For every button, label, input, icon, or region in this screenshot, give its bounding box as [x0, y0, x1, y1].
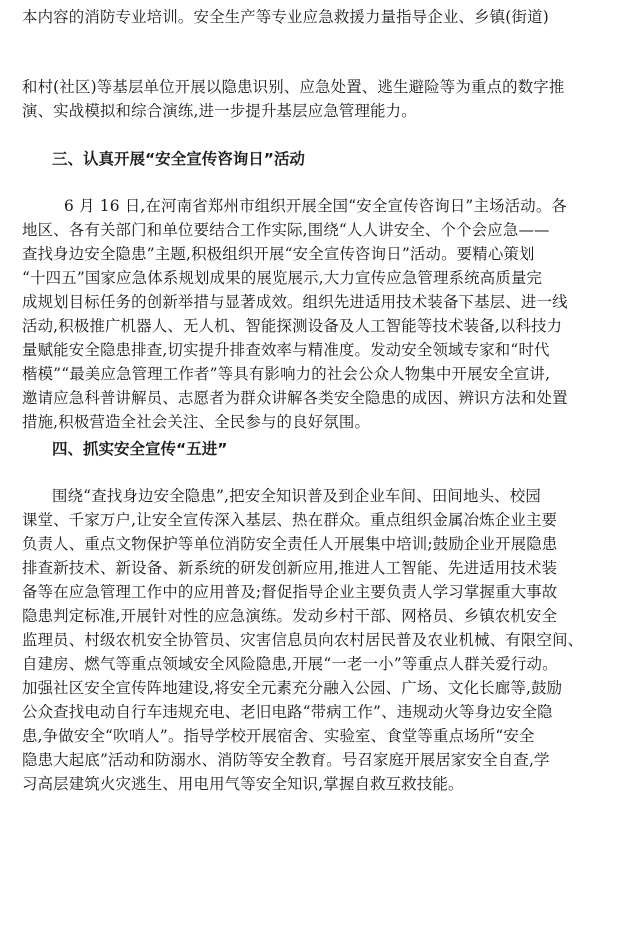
text-line: 邀请应急科普讲解员、志愿者为群众讲解各类安全隐患的成因、辨识方法和处置 — [22, 389, 568, 407]
text-line: 活动,积极推广机器人、无人机、智能探测设备及人工智能等技术装备,以科技力 — [22, 317, 563, 335]
text-line: 成规划目标任务的创新举措与显著成效。组织先进适用技术装备下基层、进一线 — [22, 293, 568, 311]
text-line: 自建房、燃气等重点领域安全风险隐患,开展“一老一小”等重点人群关爱行动。 — [22, 655, 558, 673]
paragraph-first-line: 围绕“查找身边安全隐患”,把安全知识普及到企业车间、田间地头、校园 — [52, 487, 541, 505]
text-line: 备等在应急管理工作中的应用普及;督促指导企业主要负责人学习掌握重大事故 — [22, 583, 558, 601]
text-line: 公众查找电动自行车违规充电、老旧电路“带病工作”、违规动火等身边安全隐 — [22, 703, 553, 721]
section-heading-4: 四、抓实安全宣传“五进” — [52, 440, 228, 458]
text-line: 患,争做安全“吹哨人”。指导学校开展宿舍、实验室、食堂等重点场所“安全 — [22, 727, 535, 745]
text-line: 量赋能安全隐患排查,切实提升排查效率与精准度。发动安全领域专家和“时代 — [22, 341, 550, 359]
text-line: 和村(社区)等基层单位开展以隐患识别、应急处置、逃生避险等为重点的数字推 — [22, 78, 565, 96]
text-line: 查找身边安全隐患”主题,积极组织开展“安全宣传咨询日”活动。要精心策划 — [22, 245, 535, 263]
text-line: 加强社区安全宣传阵地建设,将安全元素充分融入公园、广场、文化长廊等,鼓励 — [22, 679, 563, 697]
paragraph-first-line: 6 月 16 日,在河南省郑州市组织开展全国“安全宣传咨询日”主场活动。各 — [64, 197, 568, 215]
text-line: 楷模”“最美应急管理工作者”等具有影响力的社会公众人物集中开展安全宣讲, — [22, 365, 551, 383]
text-line: “十四五”国家应急体系规划成果的展览展示,大力宣传应急管理系统高质量完 — [22, 269, 543, 287]
text-line: 排查新技术、新设备、新系统的研发创新应用,推进人工智能、先进适用技术装 — [22, 559, 558, 577]
text-line: 隐患大起底”活动和防溺水、消防等安全教育。号召家庭开展居家安全自查,学 — [22, 751, 550, 769]
text-line: 地区、各有关部门和单位要结合工作实际,围绕“人人讲安全、个个会应急—— — [22, 221, 550, 239]
text-line: 习高层建筑火灾逃生、用电用气等安全知识,掌握自救互救技能。 — [22, 775, 464, 793]
text-line: 课堂、千家万户,让安全宣传深入基层、热在群众。重点组织金属冶炼企业主要 — [22, 511, 558, 529]
text-line: 负责人、重点文物保护等单位消防安全责任人开展集中培训;鼓励企业开展隐患 — [22, 535, 558, 553]
section-heading-3: 三、认真开展“安全宣传咨询日”活动 — [52, 150, 305, 168]
text-line: 隐患判定标准,开展针对性的应急演练。发动乡村干部、网格员、乡镇农机安全 — [22, 607, 558, 625]
text-line: 监理员、村级农机安全协管员、灾害信息员向农村居民普及农业机械、有限空间、 — [22, 631, 584, 649]
text-line: 演、实战模拟和综合演练,进一步提升基层应急管理能力。 — [22, 102, 417, 120]
text-line: 本内容的消防专业培训。安全生产等专业应急救援力量指导企业、乡镇(街道) — [22, 8, 549, 26]
text-line: 措施,积极营造全社会关注、全民参与的良好氛围。 — [22, 413, 371, 431]
